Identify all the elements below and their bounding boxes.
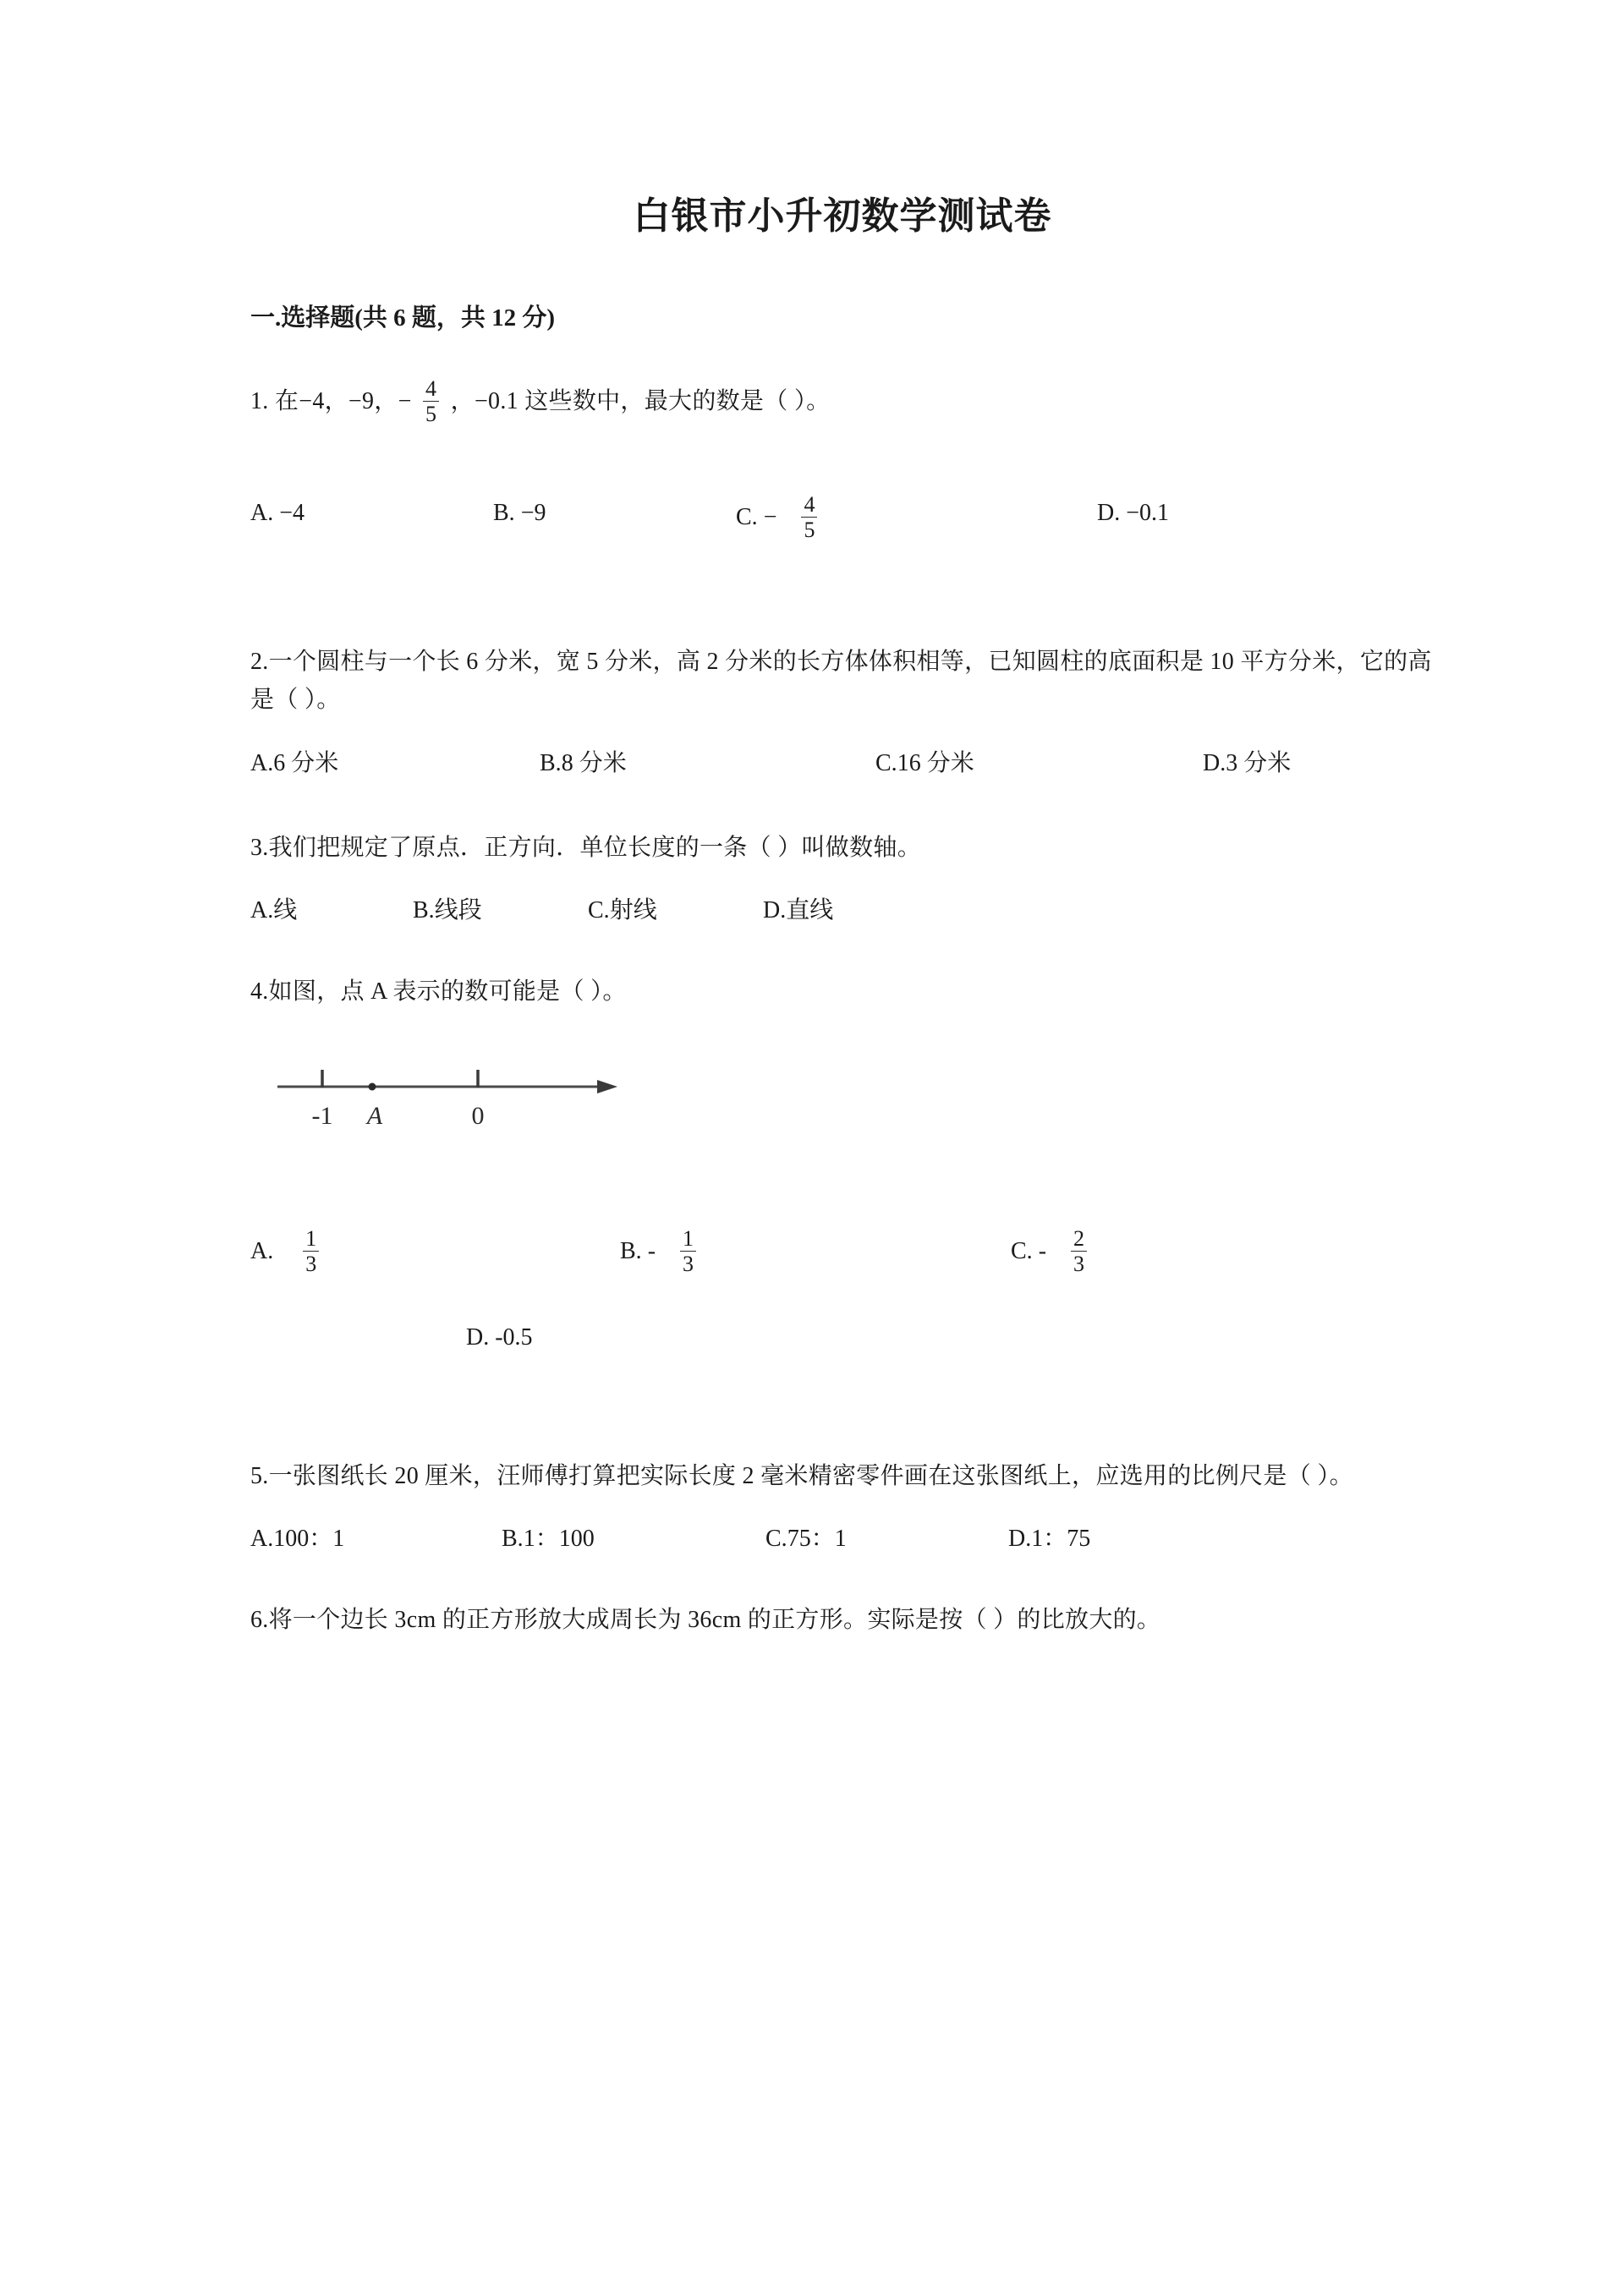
- question-2-number: 2.: [250, 649, 269, 676]
- option-4-B-fraction: [680, 1227, 696, 1275]
- option-3-D[interactable]: [763, 892, 833, 930]
- option-value: -: [1038, 1238, 1047, 1265]
- question-2-text: [250, 643, 1435, 720]
- option-value: 6 分米: [273, 749, 339, 776]
- option-value: 1：75: [1031, 1526, 1091, 1553]
- question-6: [250, 1601, 1435, 1639]
- option-value: −0.1: [1126, 500, 1170, 526]
- option-2-B[interactable]: [540, 745, 870, 783]
- option-1-D[interactable]: [1097, 495, 1169, 533]
- option-1-C-fraction: [801, 493, 817, 541]
- question-3-options: [250, 892, 1435, 930]
- option-4-D[interactable]: [466, 1319, 533, 1357]
- option-label: D.: [763, 896, 787, 923]
- option-value: 线段: [434, 896, 482, 923]
- question-3-number: 3.: [250, 834, 269, 861]
- option-1-B[interactable]: [493, 495, 730, 533]
- question-6-text: [250, 1601, 1435, 1639]
- question-1-fraction: [423, 377, 439, 425]
- option-value: −9: [520, 500, 546, 526]
- option-label: D.: [1203, 749, 1226, 776]
- option-label: B.: [413, 896, 435, 923]
- option-3-B[interactable]: [413, 892, 582, 930]
- question-1-text: [250, 375, 1435, 427]
- question-5-stem: 一张图纸长 20 厘米，汪师傅打算把实际长度 2 毫米精密零件画在这张图纸上，应选用的比例尺是（ ）。: [268, 1462, 1353, 1489]
- question-3-text: [250, 829, 1435, 867]
- option-value: 直线: [786, 896, 834, 923]
- question-4-options-row1: [250, 1226, 1435, 1277]
- option-label: B.: [540, 749, 562, 776]
- question-4-number: 4.: [250, 978, 269, 1005]
- option-value: -0.5: [495, 1324, 533, 1351]
- question-1-options: [250, 492, 1435, 543]
- fraction-denominator: 3: [1071, 1251, 1087, 1275]
- option-3-C[interactable]: [588, 892, 757, 930]
- number-line-label-zero: 0: [471, 1102, 485, 1131]
- question-2-options: [250, 745, 1435, 783]
- option-label: B.: [493, 500, 515, 526]
- question-5-number: 5.: [250, 1462, 269, 1489]
- question-3: [250, 829, 1435, 930]
- fraction-denominator: 3: [303, 1251, 319, 1275]
- option-value: 射线: [609, 896, 657, 923]
- page-content: [250, 0, 1435, 1639]
- option-label: D.: [1097, 500, 1121, 526]
- option-4-A-fraction: [303, 1227, 319, 1275]
- question-4-options-row2: [250, 1319, 1435, 1357]
- option-value: 16 分米: [897, 749, 974, 776]
- question-2: [250, 643, 1435, 783]
- option-value: -: [647, 1238, 656, 1265]
- number-line-label-A: A: [366, 1102, 383, 1131]
- option-2-C[interactable]: [875, 745, 1197, 783]
- question-4-stem: 如图，点 A 表示的数可能是（ ）。: [268, 978, 627, 1005]
- question-6-number: 6.: [250, 1607, 269, 1634]
- question-1-stem-before: 在−4，−9，−: [274, 387, 412, 414]
- option-label: A.: [250, 1526, 274, 1553]
- option-value: 3 分米: [1226, 749, 1292, 776]
- option-label: B.: [620, 1238, 642, 1265]
- fraction-numerator: 1: [683, 1226, 694, 1252]
- option-5-D[interactable]: [1008, 1521, 1090, 1559]
- option-label: A.: [250, 500, 274, 526]
- number-line-diagram: [269, 1043, 624, 1136]
- option-5-C[interactable]: [765, 1521, 1002, 1559]
- option-value: 100：1: [273, 1526, 345, 1553]
- question-2-stem: 一个圆柱与一个长 6 分米，宽 5 分米，高 2 分米的长方体体积相等，已知圆柱的底面积是 10 平方分米，它的高是（ ）。: [250, 649, 1432, 714]
- fraction-denominator: 5: [423, 401, 439, 425]
- fraction-numerator: 4: [425, 375, 437, 401]
- option-label: C.: [588, 896, 610, 923]
- option-value: −: [763, 503, 777, 530]
- number-line-label-minus-one: -1: [311, 1102, 333, 1131]
- option-4-C-fraction: [1071, 1227, 1087, 1275]
- option-label: C.: [765, 1526, 787, 1553]
- question-4-figure: [269, 1043, 1435, 1144]
- option-value: 线: [273, 896, 298, 923]
- question-1-stem-after: ，−0.1 这些数中，最大的数是（ ）。: [450, 387, 831, 414]
- question-1-number: 1.: [250, 387, 269, 414]
- option-label: C.: [736, 503, 758, 530]
- option-3-A[interactable]: [250, 892, 407, 930]
- page-title: 白银市小升初数学测试卷: [633, 195, 1052, 237]
- question-5-text: [250, 1457, 1435, 1495]
- fraction-denominator: 3: [680, 1251, 696, 1275]
- option-value: 1：100: [523, 1526, 595, 1553]
- question-4-text: [250, 973, 1435, 1011]
- option-4-A[interactable]: [250, 1226, 614, 1277]
- option-value: 75：1: [787, 1526, 847, 1553]
- option-label: A.: [250, 749, 274, 776]
- question-4: [250, 973, 1435, 1357]
- question-1: [250, 375, 1435, 543]
- fraction-numerator: 4: [804, 492, 815, 517]
- question-3-stem: 我们把规定了原点．正方向．单位长度的一条（ ）叫做数轴。: [268, 834, 922, 861]
- option-label: A.: [250, 896, 274, 923]
- option-4-B[interactable]: [620, 1226, 1005, 1277]
- option-value: 8 分米: [561, 749, 627, 776]
- section-heading: 一.选择题(共 6 题，共 12 分): [250, 304, 556, 332]
- option-label: B.: [502, 1526, 524, 1553]
- option-1-A[interactable]: [250, 495, 487, 533]
- option-2-A[interactable]: [250, 745, 534, 783]
- option-1-C[interactable]: [736, 492, 1091, 543]
- option-label: D.: [466, 1324, 490, 1351]
- option-value: −4: [279, 500, 305, 526]
- option-label: A.: [250, 1238, 274, 1265]
- fraction-numerator: 1: [305, 1226, 317, 1252]
- option-label: C.: [1011, 1238, 1033, 1265]
- option-label: C.: [875, 749, 897, 776]
- question-6-stem: 将一个边长 3cm 的正方形放大成周长为 36cm 的正方形。实际是按（ ）的比放大的。: [268, 1607, 1161, 1634]
- question-5: [250, 1457, 1435, 1559]
- option-4-C[interactable]: [1011, 1226, 1092, 1277]
- option-2-D[interactable]: [1203, 745, 1313, 783]
- option-5-B[interactable]: [502, 1521, 760, 1559]
- fraction-numerator: 2: [1073, 1226, 1085, 1252]
- fraction-denominator: 5: [801, 517, 817, 541]
- option-5-A[interactable]: [250, 1521, 496, 1559]
- question-5-options: [250, 1521, 1435, 1559]
- option-label: D.: [1008, 1526, 1032, 1553]
